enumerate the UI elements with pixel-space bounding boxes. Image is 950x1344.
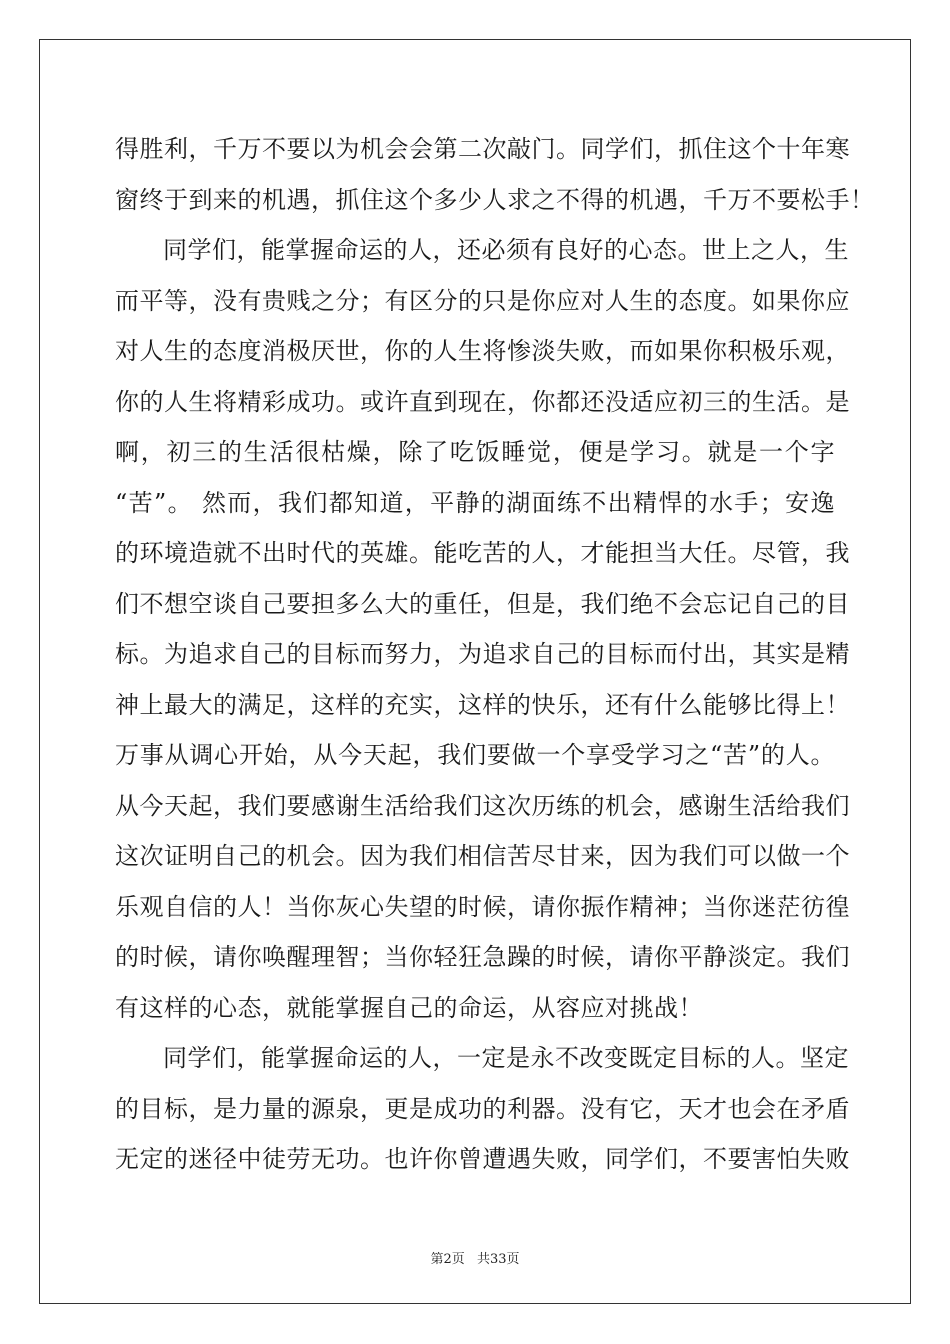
total-pages-label: 共33页 <box>476 1252 520 1267</box>
text-line: 有这样的心态，就能掌握自己的命运，从容应对挑战！ <box>115 993 703 1022</box>
text-line: 乐观自信的人！当你灰心失望的时候，请你振作精神；当你迷茫彷徨 <box>115 892 850 921</box>
text-line: 这次证明自己的机会。因为我们相信苦尽甘来，因为我们可以做一个 <box>115 842 850 870</box>
text-line: 从今天起，我们要感谢生活给我们这次历练的机会，感谢生活给我们 <box>115 791 850 820</box>
text-line: 标。为追求自己的目标而努力，为追求自己的目标而付出，其实是精 <box>115 640 850 668</box>
text-line: 无定的迷径中徒劳无功。也许你曾遭遇失败，同学们，不要害怕失败 <box>115 1145 850 1173</box>
page-footer <box>0 1248 950 1267</box>
text-line: 啊，初三的生活很枯燥，除了吃饭睡觉，便是学习。就是一个字 <box>115 438 835 466</box>
text-line: 的环境造就不出时代的英雄。能吃苦的人，才能担当大任。尽管，我 <box>115 539 850 567</box>
current-page-label: 第2页 <box>430 1252 465 1267</box>
text-line: 得胜利，千万不要以为机会会第二次敲门。同学们，抓住这个十年寒 <box>115 135 850 163</box>
text-line: “苦”。 然而，我们都知道，平静的湖面练不出精悍的水手；安逸 <box>115 488 835 517</box>
text-line: 对人生的态度消极厌世，你的人生将惨淡失败，而如果你积极乐观， <box>115 337 850 365</box>
text-line: 的目标，是力量的源泉，更是成功的利器。没有它，天才也会在矛盾 <box>115 1094 850 1123</box>
text-line: 同学们，能掌握命运的人，一定是永不改变既定目标的人。坚定 <box>163 1044 849 1072</box>
text-line: 同学们，能掌握命运的人，还必须有良好的心态。世上之人，生 <box>163 236 849 264</box>
text-line: 神上最大的满足，这样的充实，这样的快乐，还有什么能够比得上！ <box>115 690 850 719</box>
text-line: 们不想空谈自己要担多么大的重任，但是，我们绝不会忘记自己的目 <box>115 589 850 618</box>
text-line: 你的人生将精彩成功。或许直到现在，你都还没适应初三的生活。是 <box>115 387 850 416</box>
text-line: 万事从调心开始，从今天起，我们要做一个享受学习之“苦”的人。 <box>115 741 835 769</box>
text-line: 窗终于到来的机遇，抓住这个多少人求之不得的机遇，千万不要松手！ <box>115 185 875 214</box>
document-body <box>115 124 875 1185</box>
text-line: 的时候，请你唤醒理智；当你轻狂急躁的时候，请你平静淡定。我们 <box>115 943 850 971</box>
text-line: 而平等，没有贵贱之分；有区分的只是你应对人生的态度。如果你应 <box>115 286 850 315</box>
